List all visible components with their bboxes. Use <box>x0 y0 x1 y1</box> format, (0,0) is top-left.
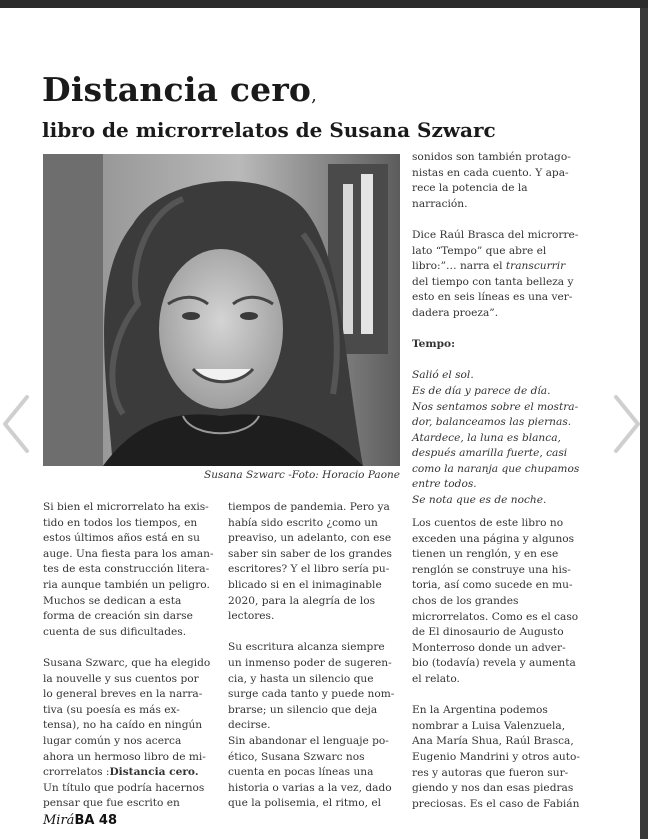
poem-line: como la naranja que chupamos <box>412 462 580 475</box>
text-line: ético, Susana Szwarc nos <box>228 750 365 763</box>
text-line: lato “Tempo” que abre el <box>412 244 547 257</box>
tempo-heading: Tempo: <box>412 338 456 351</box>
text-line: Sin abandonar el lenguaje po- <box>228 734 389 747</box>
chevron-right-icon[interactable] <box>612 393 642 455</box>
magazine-brand: Mirá <box>43 813 75 828</box>
text-line: la nouvelle y sus cuentos por <box>43 672 199 685</box>
text-line: había sido escrito ¿como un <box>228 516 378 529</box>
poem-line: Nos sentamos sobre el mostra- <box>412 400 579 413</box>
text-line: auge. Una fiesta para los aman- <box>43 547 214 560</box>
text-line: lectores. <box>228 610 275 623</box>
poem-line: Salió el sol. <box>412 369 474 382</box>
text-line: Muchos se dedican a esta <box>43 594 182 607</box>
text-line: Su escritura alcanza siempre <box>228 641 385 654</box>
text-line: Si bien el microrrelato ha exis- <box>43 501 209 513</box>
text-line: ria aunque también un peligro. <box>43 578 210 591</box>
blank-line <box>412 212 584 228</box>
text-line: tensa), no ha caído en ningún <box>43 719 203 732</box>
magazine-page <box>0 8 640 839</box>
text-line: chos de los grandes <box>412 594 519 607</box>
column-3-bottom <box>412 516 587 812</box>
poem-line: después amarilla fuerte, casi <box>412 447 568 460</box>
viewer-top-bar <box>0 0 648 8</box>
text-line: cia, y hasta un silencio que <box>228 672 374 685</box>
text-line: renglón se construye una his- <box>412 563 571 576</box>
text-line: cuenta de sus dificultades. <box>43 625 187 638</box>
text-line: blicado si en el inimaginable <box>228 578 382 591</box>
text-line: pensar que fue escrito en <box>43 797 180 810</box>
article-title: Distancia cero, <box>42 70 318 109</box>
text-line: 2020, para la alegría de los <box>228 594 376 607</box>
page-footer <box>43 813 117 828</box>
text-line: saber sin saber de los grandes <box>228 547 392 560</box>
text-line: lo general breves en la narra- <box>43 688 203 701</box>
page-number: BA 48 <box>74 813 118 828</box>
poem-line: Es de día y parece de día. <box>412 384 551 397</box>
text-line: dadera proeza”. <box>412 306 499 319</box>
blank-line <box>412 322 584 338</box>
column-2 <box>228 500 406 812</box>
text-line: preciosas. Es el caso de Fabián <box>412 797 580 810</box>
text-line: rece la potencia de la <box>412 182 528 195</box>
text-line: libro:”… narra el transcurrir <box>412 260 566 273</box>
column-1 <box>43 500 219 812</box>
book-title: Distancia cero. <box>109 766 199 779</box>
text-line: escritores? Y el libro sería pu- <box>228 563 390 576</box>
text-line: surge cada tanto y puede nom- <box>228 688 395 701</box>
text-line: Los cuentos de este libro no <box>412 517 564 529</box>
text-line: brarse; un silencio que deja <box>228 703 378 716</box>
col1-body <box>43 500 219 812</box>
text-line: forma de creación sin darse <box>43 610 193 623</box>
photo-caption: Susana Szwarc -Foto: Horacio Paone <box>204 469 400 481</box>
text-line: tiva (su poesía es más ex- <box>43 703 180 716</box>
article-subtitle: libro de microrrelatos de Susana Szwarc <box>42 118 496 142</box>
chevron-left-icon[interactable] <box>0 393 30 455</box>
blank-line <box>43 640 219 656</box>
text-line: un inmenso poder de sugeren- <box>228 656 392 669</box>
text-line: del tiempo con tanta belleza y <box>412 275 574 288</box>
poem-line: Atardece, la luna es blanca, <box>412 431 561 444</box>
text-line: tido en todos los tiempos, en <box>43 516 198 529</box>
text-line: Susana Szwarc, que ha elegido <box>43 656 211 669</box>
text-line: crorrelatos :Distancia cero. <box>43 766 199 779</box>
text-line: estos últimos años está en su <box>43 532 200 545</box>
blank-line <box>412 688 587 704</box>
column-3-top <box>412 150 584 509</box>
text-line: tes de esta construcción litera- <box>43 563 210 576</box>
text-line: decirse. <box>228 719 271 732</box>
text-line: preaviso, un adelanto, con ese <box>228 532 392 545</box>
text-line: Eugenio Mandrini y otros auto- <box>412 750 580 763</box>
text-line: microrrelatos. Como es el caso <box>412 610 579 623</box>
text-line: historia o varias a la vez, dado <box>228 781 392 794</box>
text-line: En la Argentina podemos <box>412 704 548 717</box>
text-line: toria, así como sucede en mu- <box>412 579 573 592</box>
text-line: lugar común y nos acerca <box>43 734 182 747</box>
text-line: sonidos son también protago- <box>412 151 571 163</box>
text-line: exceden una página y algunos <box>412 532 575 545</box>
text-line: cuenta en pocas líneas una <box>228 766 374 779</box>
blank-line <box>228 625 406 641</box>
text-line: Ana María Shua, Raúl Brasca, <box>412 735 574 748</box>
text-line: el relato. <box>412 672 460 685</box>
poem-line: Se nota que es de noche. <box>412 494 547 507</box>
author-photo <box>43 154 400 466</box>
text-line: ahora un hermoso libro de mi- <box>43 750 206 763</box>
text-line: tienen un renglón, y en ese <box>412 548 559 561</box>
text-line: que la polisemia, el ritmo, el <box>228 797 381 810</box>
text-line: tiempos de pandemia. Pero ya <box>228 501 390 513</box>
text-line: nistas en cada cuento. Y apa- <box>412 166 569 179</box>
text-line: giendo y nos dan esas piedras <box>412 782 574 795</box>
text-line: esto en seis líneas es una ver- <box>412 291 573 304</box>
text-line: Un título que podría hacernos <box>43 781 205 794</box>
blank-line <box>412 353 584 369</box>
poem-line: dor, balanceamos las piernas. <box>412 416 572 429</box>
text-line: narración. <box>412 197 468 210</box>
text-line: Monterroso donde un adver- <box>412 641 566 654</box>
text-line: de El dinosaurio de Augusto <box>412 626 564 639</box>
text-line: Dice Raúl Brasca del microrre- <box>412 228 579 241</box>
poem-line: entre todos. <box>412 478 477 491</box>
text-line: nombrar a Luisa Valenzuela, <box>412 719 566 732</box>
text-line: res y autoras que fueron sur- <box>412 766 569 779</box>
text-line: bio (todavía) revela y aumenta <box>412 657 576 670</box>
